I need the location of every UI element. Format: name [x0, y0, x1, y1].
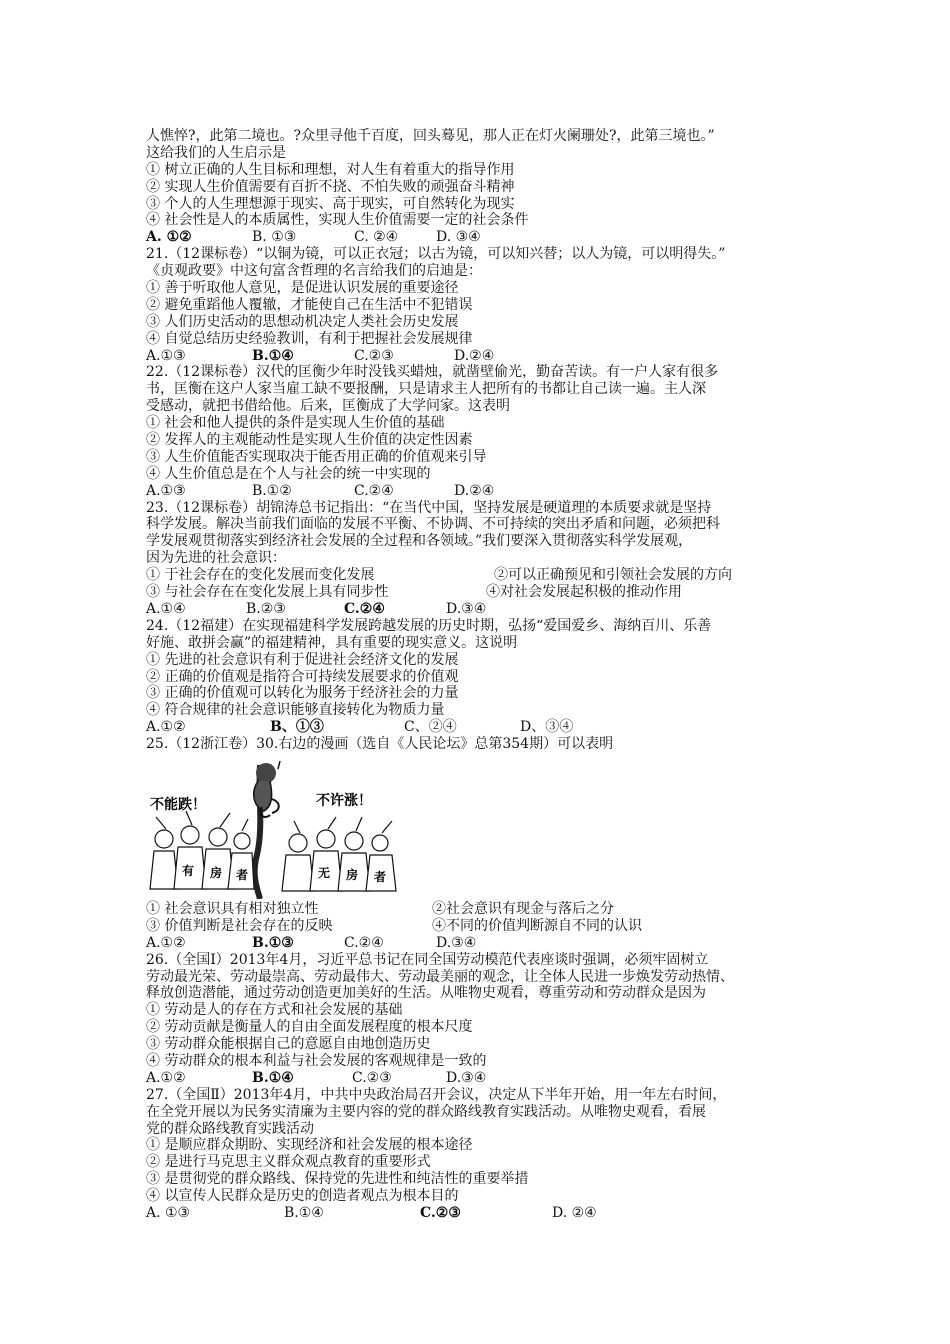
q26-item: ③ 劳动群众能根据自己的意愿自由地创造历史: [146, 1036, 431, 1053]
option-c: C.②③: [354, 347, 394, 364]
q25-item: ③ 价值判断是社会存在的反映: [146, 917, 333, 934]
q27-stem: 党的群众路线教育实践活动: [146, 1120, 314, 1137]
q25-item-row: [146, 918, 826, 935]
q23-options: [146, 601, 826, 618]
intro-line: ① 树立正确的人生目标和理想，对人生有着重大的指导作用: [146, 161, 515, 178]
q23-item: ③ 与社会存在在变化发展上具有同步性: [146, 584, 389, 601]
q27-options: [146, 1205, 826, 1222]
q25-item-row: [146, 901, 826, 918]
q22-options: [146, 483, 826, 500]
q26-stem: 释放创造潜能，通过劳动创造更加美好的生活。从唯物史观看，尊重劳动和劳动群众是因为: [146, 985, 706, 1002]
cartoon-label: 者: [236, 867, 249, 882]
cartoon-label: 有: [182, 863, 195, 878]
option-d: D.②④: [454, 347, 495, 364]
q24-item: ④ 符合规律的社会意识能够直接转化为物质力量: [146, 702, 445, 719]
option-d: D.③④: [446, 1069, 487, 1086]
option-c: C.②③: [352, 1069, 392, 1086]
q24-options: [146, 719, 826, 736]
q21-item: ② 避免重蹈他人覆辙，才能使自己在生活中不犯错误: [146, 296, 473, 313]
q21-item: ③ 人们历史活动的思想动机决定人类社会历史发展: [146, 313, 459, 330]
intro-options: [146, 229, 826, 246]
q23-stem: 科学发展。解决当前我们面临的发展不平衡、不协调、不可持续的突出矛盾和问题，必须把科: [146, 516, 720, 533]
option-d: D.③④: [446, 600, 487, 617]
q23-stem: 23.（12课标卷）胡锦涛总书记指出：“在当代中国，坚持发展是硬道理的本质要求就是坚持: [146, 499, 712, 516]
q22-item: ① 社会和他人提供的条件是实现人生价值的基础: [146, 415, 445, 432]
q27-item: ③ 是贯彻党的群众路线、保持党的先进性和纯洁性的重要举措: [146, 1171, 529, 1188]
option-a: A.①④: [146, 600, 186, 617]
q24-item: ① 先进的社会意识有利于促进社会经济文化的发展: [146, 651, 459, 668]
q27-stem: 在全党开展以为民务实清廉为主要内容的党的群众路线教育实践活动。从唯物史观看，看展: [146, 1103, 706, 1120]
option-a: A. ①②: [146, 229, 192, 246]
option-b: B、①③: [270, 719, 324, 736]
q27-item: ② 是进行马克思主义群众观点教育的重要形式: [146, 1154, 431, 1171]
cartoon-image: [146, 759, 408, 899]
q21-item: ④ 自觉总结历史经验教训，有利于把握社会发展规律: [146, 330, 473, 347]
q25-item: ②社会意识有现金与落后之分: [432, 900, 614, 917]
option-a: A. ①③: [146, 1204, 191, 1221]
option-a: A.①②: [146, 934, 186, 951]
q26-item: ① 劳动是人的存在方式和社会发展的基础: [146, 1002, 403, 1019]
q23-item-row: [146, 567, 826, 584]
q22-stem: 22.（12课标卷）汉代的匡衡少年时没钱买蜡烛，就凿壁偷光，勤奋苦读。有一户人家有很多: [146, 364, 719, 381]
option-c: C.②④: [344, 600, 385, 617]
q22-stem: 受感动，就把书借给他。后来，匡衡成了大学问家。这表明: [146, 398, 510, 415]
q26-options: [146, 1070, 826, 1087]
option-b: B.①④: [252, 347, 294, 364]
option-b: B.①③: [252, 934, 294, 951]
q26-stem: 劳动最光荣、劳动最崇高、劳动最伟大、劳动最美丽的观念，让全体人民进一步焕发劳动热情、: [146, 968, 734, 985]
cartoon-label: 者: [374, 869, 387, 884]
q23-item: ① 于社会存在的变化发展而变化发展: [146, 567, 375, 584]
q27-item: ① 是顺应群众期盼、实现经济和社会发展的根本途径: [146, 1137, 473, 1154]
q21-options: [146, 348, 826, 365]
option-d: D. ②④: [552, 1204, 597, 1221]
q23-stem: 因为先进的社会意识：: [146, 550, 286, 567]
cartoon-drawing: [146, 759, 408, 899]
option-a: A.①③: [146, 482, 186, 499]
cartoon-label: 房: [210, 865, 223, 880]
q23-item: ②可以正确预见和引领社会发展的方向: [494, 567, 732, 584]
q24-stem: 好施、敢拼会赢”的福建精神，具有重要的现实意义。这说明: [146, 634, 518, 651]
option-c: C.②④: [344, 934, 384, 951]
q25-item: ① 社会意识具有相对独立性: [146, 900, 319, 917]
option-d: D.③④: [436, 934, 477, 951]
option-a: A.①②: [146, 719, 186, 736]
option-d: D、③④: [520, 719, 574, 736]
q21-stem: 《贞观政要》中这句富含哲理的名言给我们的启迪是：: [146, 263, 482, 280]
option-b: B.①②: [252, 482, 292, 499]
option-c: C.②④: [354, 482, 394, 499]
q26-item: ④ 劳动群众的根本利益与社会发展的客观规律是一致的: [146, 1052, 487, 1069]
q21-item: ① 善于听取他人意见，是促进认识发展的重要途径: [146, 280, 459, 297]
document-page: [146, 128, 826, 1222]
q24-item: ② 正确的价值观是指符合可持续发展要求的价值观: [146, 668, 459, 685]
option-c: C、②④: [404, 719, 457, 736]
option-b: B.②③: [246, 600, 286, 617]
intro-line: 这给我们的人生启示是: [146, 144, 286, 161]
option-b: B.①④: [252, 1069, 294, 1086]
q27-item: ④ 以宣传人民群众是历史的创造者观点为根本目的: [146, 1188, 459, 1205]
option-a: A.①②: [146, 1069, 186, 1086]
q22-item: ③ 人生价值能否实现取决于能否用正确的价值观来引导: [146, 448, 487, 465]
cartoon-speech-left: 不能跌！: [150, 796, 206, 813]
q23-stem: 学发展观贯彻落实到经济社会发展的全过程和各领域。”我们要深入贯彻落实科学发展观，: [146, 533, 693, 550]
q25-stem: 25.（12浙江卷）30.右边的漫画（选自《人民论坛》总第354期）可以表明: [146, 736, 614, 753]
cartoon-label: 房: [346, 867, 359, 882]
q22-item: ④ 人生价值总是在个人与社会的统一中实现的: [146, 465, 431, 482]
intro-line: ④ 社会性是人的本质属性，实现人生价值需要一定的社会条件: [146, 212, 529, 229]
q24-item: ③ 正确的价值观可以转化为服务于经济社会的力量: [146, 685, 459, 702]
q25-options: [146, 935, 826, 952]
option-a: A.①③: [146, 347, 186, 364]
q27-stem: 27.（全国Ⅱ）2013年4月，中共中央政治局召开会议，决定从下半年开始，用一年左右时间，: [146, 1086, 727, 1103]
intro-line: 人憔悴?，此第二境也。?众里寻他千百度，回头蓦见，那人正在灯火阑珊处?，此第三境也。”: [146, 128, 715, 144]
option-d: D. ③④: [436, 229, 481, 246]
intro-line: ② 实现人生价值需要有百折不挠、不怕失败的顽强奋斗精神: [146, 178, 515, 195]
option-c: C.②③: [420, 1204, 461, 1221]
q26-stem: 26.（全国Ⅰ）2013年4月，习近平总书记在同全国劳动模范代表座谈时强调，必须牢固树立: [146, 951, 709, 968]
q23-item-row: [146, 584, 826, 601]
intro-line: ③ 个人的人生理想源于现实、高于现实，可自然转化为现实: [146, 195, 515, 212]
option-b: B.①④: [284, 1204, 324, 1221]
cartoon-label: 无: [318, 865, 331, 880]
option-b: B. ①③: [252, 229, 297, 246]
cartoon-speech-right: 不许涨！: [316, 792, 372, 809]
q22-item: ② 发挥人的主观能动性是实现人生价值的决定性因素: [146, 432, 473, 449]
q26-item: ② 劳动贡献是衡量人的自由全面发展程度的根本尺度: [146, 1019, 473, 1036]
q24-stem: 24.（12福建）在实现福建科学发展跨越发展的历史时期，弘扬“爱国爱乡、海纳百川、乐善: [146, 617, 712, 634]
q23-item: ④对社会发展起积极的推动作用: [486, 584, 682, 601]
q25-item: ④不同的价值判断源自不同的认识: [432, 917, 642, 934]
q21-stem: 21.（12课标卷）“以铜为镜，可以正衣冠；以古为镜，可以知兴替；以人为镜，可以明得失。”: [146, 246, 726, 263]
q22-stem: 书，匡衡在这户人家当雇工缺不要报酬，只是请求主人把所有的书都让自己读一遍。主人深: [146, 381, 706, 398]
option-c: C. ②④: [354, 229, 399, 246]
option-d: D.②④: [454, 482, 495, 499]
